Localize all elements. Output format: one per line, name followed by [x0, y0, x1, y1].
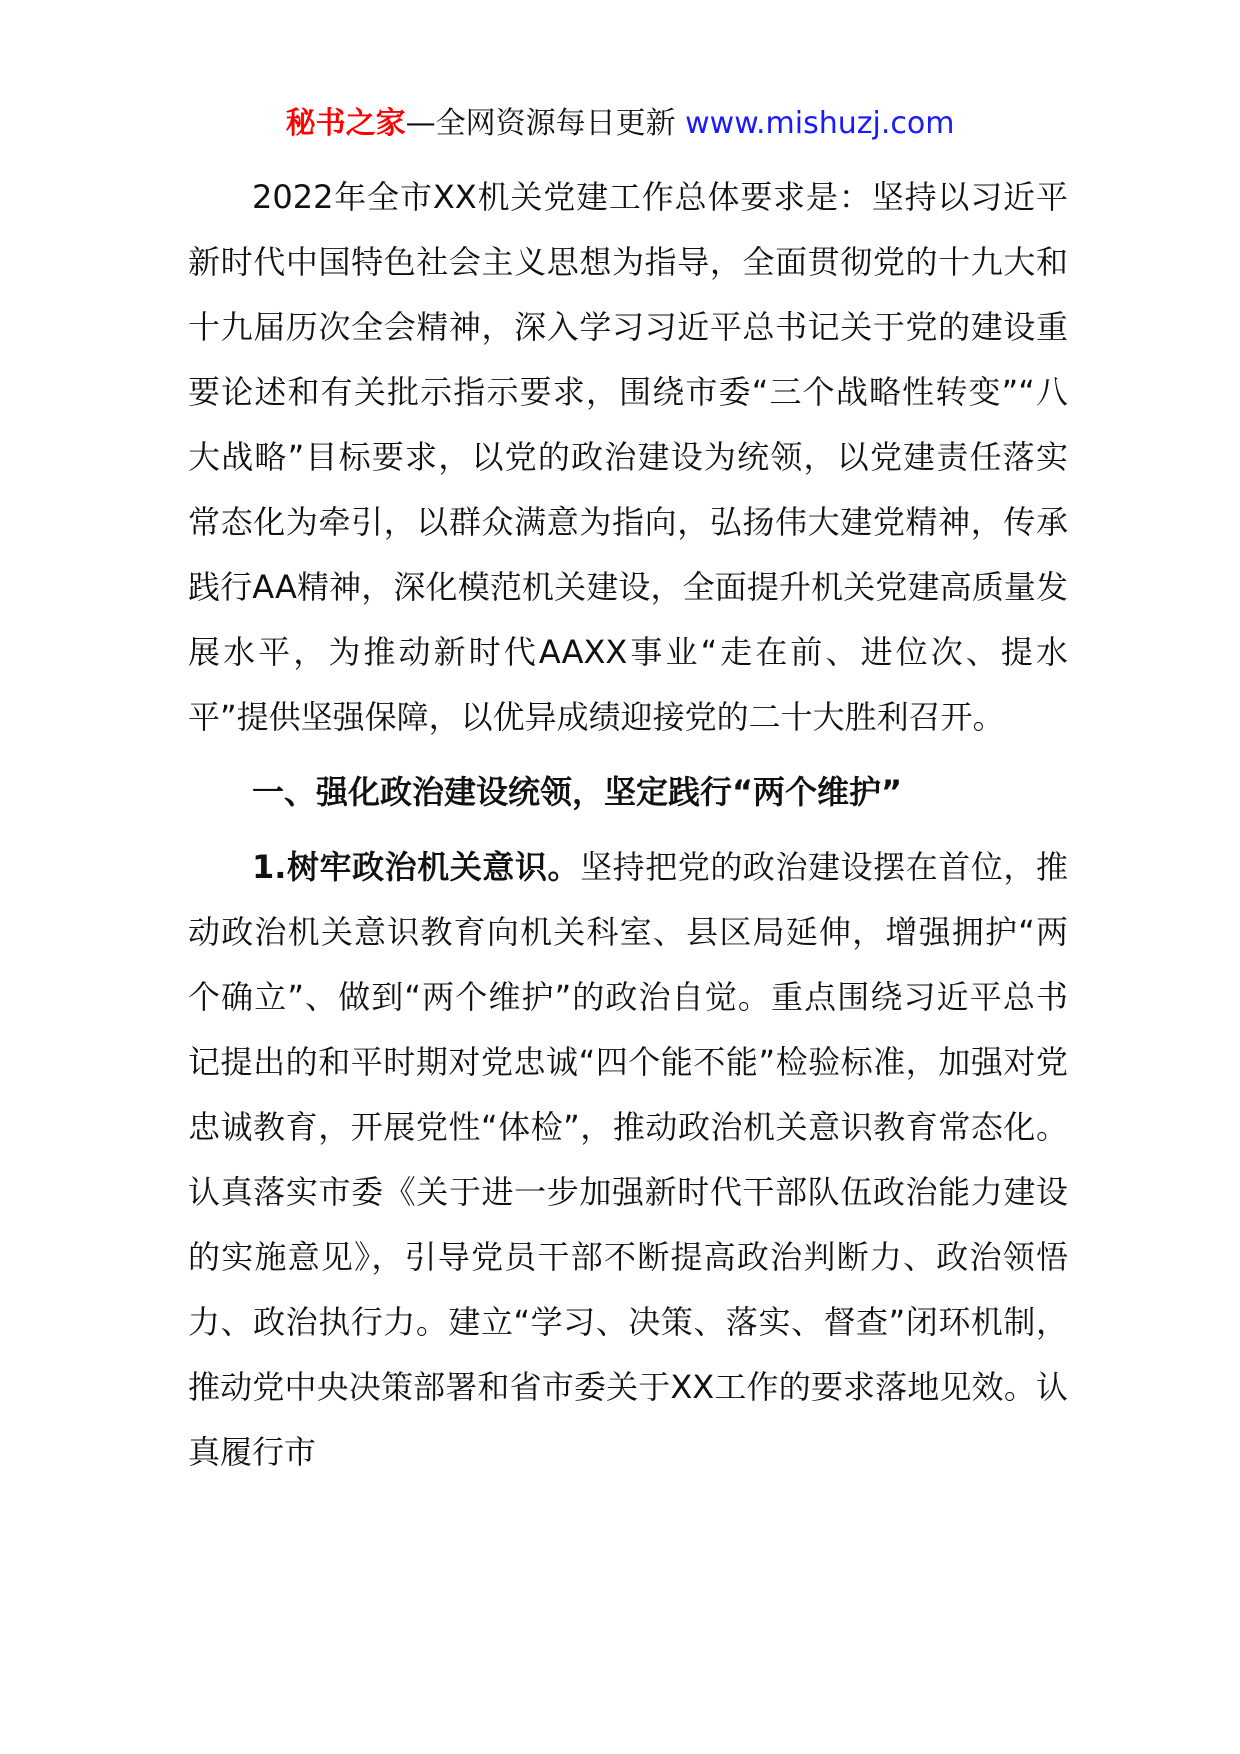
- page-header: [0, 104, 1240, 144]
- website-link[interactable]: www.mishuzj.com: [685, 106, 955, 141]
- item-text: 坚持把党的政治建设摆在首位，推动政治机关意识教育向机关科室、县区局延伸，增强拥护“两个确立”、做到“两个维护”的政治自觉。重点围绕习近平总书记提出的和平时期对党忠诚“四个能不能”检验标准，加强对党忠诚教育，开展党性“体检”，推动政治机关意识教育常态化。认真落实市委《关于进一步加强新时代干部队伍政治能力建设的实施意见》，引导党员干部不断提高政治判断力、政治领悟力、政治执行力。建立“学习、决策、落实、督查”闭环机制，推动党中央决策部署和省市委关于XX工作的要求落地见效。认真履行市: [188, 848, 1068, 1471]
- brand-name: 秘书之家: [285, 106, 406, 141]
- intro-paragraph: 2022年全市XX机关党建工作总体要求是：坚持以习近平新时代中国特色社会主义思想为指导，全面贯彻党的十九大和十九届历次全会精神，深入学习习近平总书记关于党的建设重要论述和有关批示指示要求，围绕市委“三个战略性转变”“八大战略”目标要求，以党的政治建设为统领，以党建责任落实常态化为牵引，以群众满意为指向，弘扬伟大建党精神，传承践行AA精神，深化模范机关建设，全面提升机关党建高质量发展水平，为推动新时代AAXX事业“走在前、进位次、提水平”提供坚强保障，以优异成绩迎接党的二十大胜利召开。: [188, 178, 1068, 736]
- item-lead: 1.树牢政治机关意识。: [252, 848, 581, 886]
- section-heading: 一、强化政治建设统领，坚定践行“两个维护”: [252, 773, 903, 811]
- item-paragraph: [188, 835, 1068, 1485]
- header-slogan: —全网资源每日更新: [405, 106, 686, 141]
- document-body: [188, 165, 1068, 1485]
